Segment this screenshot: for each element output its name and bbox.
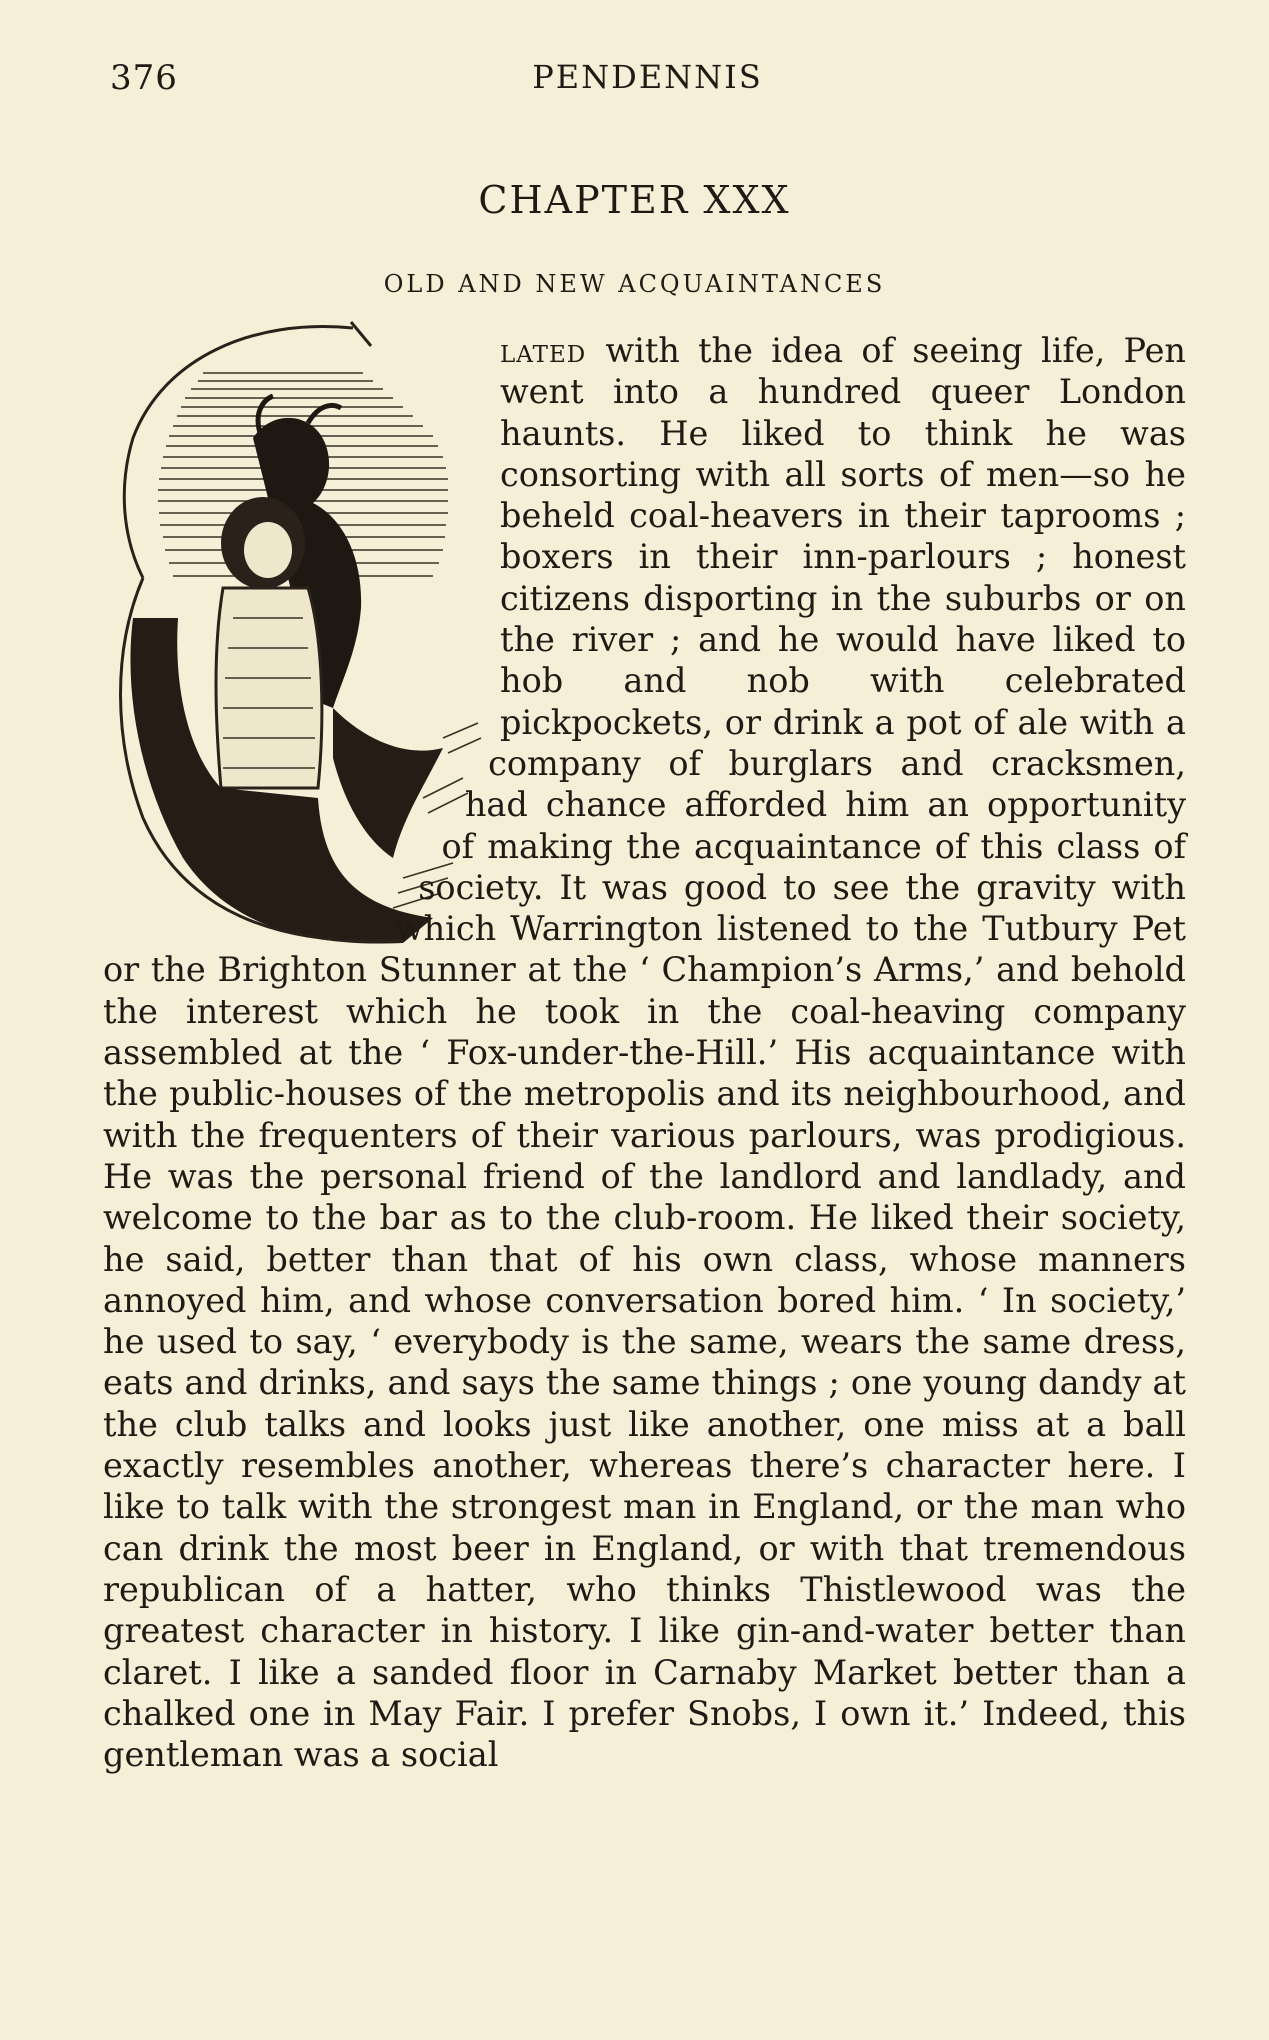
page-number: 376 [110, 58, 178, 98]
body-text [103, 330, 1186, 1775]
lead-word: lated [500, 331, 606, 370]
initial-e-engraving-icon [103, 318, 488, 933]
chapter-subtitle: OLD AND NEW ACQUAINTANCES [383, 270, 886, 298]
running-title: PENDENNIS [532, 58, 763, 96]
body-paragraph: with the idea of seeing life, Pen went into a hundred queer London haunts. He liked to think he was consorting with all sorts of men—so he beheld coal-heavers in their taprooms ; boxers in their inn-parlours ; honest citizens disporting in the suburbs or on the river ; and he would have liked to hob and nob with celebrated pickpockets, or drink a pot of ale with a company of burglars and cracksmen, had chance afforded him an opportunity of making the acquaintance of this class of society. It was good to see the gravity with which Warrington listened to the Tutbury Pet or the Brighton Stunner at the ‘ Champion’s Arms,’ and behold the interest which he took in the coal-heaving company assembled at the ‘ Fox-under-the-Hill.’ His acquaintance with the public-houses of the metropolis and its neighbourhood, and with the frequenters of their various parlours, was prodigious. He was the personal friend of the landlord and landlady, and welcome to the bar as to the club-room. He liked their society, he said, better than that of his own class, whose manners annoyed him, and whose conversation bored him. ‘ In society,’ he used to say, ‘ everybody is the same, wears the same dress, eats and drinks, and says the same things ; one young dandy at the club talks and looks just like another, one miss at a ball exactly resembles another, whereas there’s character here. I like to talk with the strongest man in England, or the man who can drink the most beer in England, or with that tremendous republican of a hatter, who thinks Thistlewood was the greatest character in history. I like gin-and-water better than claret. I like a sanded floor in Carnaby Market better than a chalked one in May Fair. I prefer Snobs, I own it.’ Indeed, this gentleman was a social [103, 331, 1186, 1775]
running-head [110, 58, 1185, 108]
chapter-title: CHAPTER XXX [478, 178, 791, 222]
